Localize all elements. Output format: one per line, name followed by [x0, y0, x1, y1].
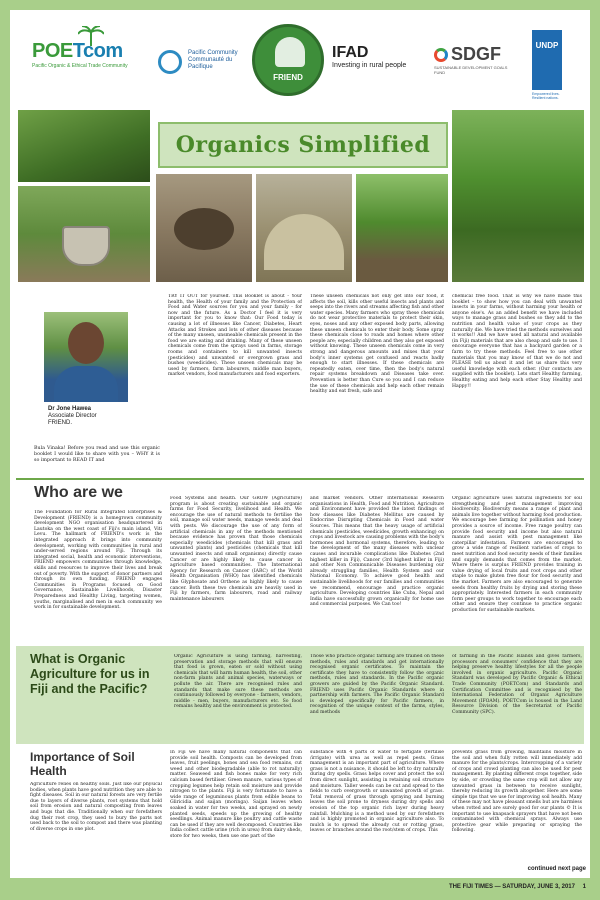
caption-role: Associate Director [48, 413, 97, 419]
ifad-name: IFAD [332, 44, 369, 61]
sdgf-tagline: SUSTAINABLE DEVELOPMENT GOALS FUND [434, 65, 508, 75]
photo-mulch-bucket [18, 186, 150, 282]
organic-col-1 [174, 654, 302, 740]
who-col-3-text: and market vendors. Other International Research organisations in Health, Food and Nutrition, Agriculture and Environment have provided the latest findings of how diseases like Diabetes Mellitus are caused by Endocrine Disrupting Chemicals in Food and water Sources. This means that the heavy usage of artificial chemicals (pesticides, weedicides, growth enhancing) on crops and livestock are causing problems with the body's hormones and hormonal systems, therefore, leading to the development of the many diseases with unclear causes and incurable complications like Diabetes (2nd highest killer in Fiji), Cancer (3rd highest killer in Fiji) and other Non Communicable Diseases burdening our already struggling families, Health System and our National Economy. To achieve good health and sustainable livelihoods for our families and communities we recommend, encourage and practice organic agriculture. Developing countries like Cuba, Nepal and India have successfully grown organically for home use and commercial purposes. We Can too! [310, 496, 444, 608]
pacific-circle-icon [158, 50, 182, 74]
photo-leaves [18, 110, 150, 182]
footer-page-number: 1 [582, 884, 586, 890]
organic-col-2-text: Those who practice organic farming are trained on these methods, rules and standards and get internationally recognised organic certificates. To maintain the certificate they have to consistently follow the organic methods, rules and standards. In the Pacific organic growers are guided by the Pacific Organic Standard. FRIEND uses Pacific Organic Standards where in partnership with farmers. The Pacific Organic Standard is developed specifically for Pacific farmers, in recognition of the unique context of the farms, styles, and methods [310, 654, 444, 715]
soil-col-1 [30, 782, 162, 862]
title-banner [158, 122, 448, 168]
family-icon [275, 37, 305, 67]
poetcom-name-b: Tcom [72, 40, 123, 62]
soil-col-2 [170, 750, 302, 862]
bucket-shape [62, 226, 110, 266]
ifad-tagline: Investing in rural people [332, 62, 407, 69]
friend-logo [252, 24, 324, 96]
compost-pile-shape [264, 214, 344, 270]
sdgf-logo [434, 44, 512, 75]
intro-col-1-text: TRY IT OUT for yourself. This Booklet is about - Your health, the Health of your family and the Protection of Food and Water sources for you and your family - for now and the future. As a Doctor I feel it is very important for you to know that: Our Food today is causing a lot of illnesses like Cancer, Diabetes, Heart Attacks and Strokes and lots of other diseases because of the many unseen, unsmeable chemicals present in the food we are eating and drinking. Many of these unseen chemicals come from the sprays used in farms, storage rooms and containers to kill unwanted insects (pesticides) and unwanted or overgrown grass and bushes (weedicides). These unseen chemicals may be used by farmers, farm labourers, middle man buyers, market vendors, food manufacturers and food exporters. [168, 294, 302, 378]
organic-col-1-text: Organic Agriculture is using farming, harvesting, preservation and storage methods that will ensure that food is grown, eaten or sold without using chemicals that will harm human health, the soil, other non-farm plants and animal species, waterways or pollute the air. There are recognised rules and standards that make sure these methods are continuously followed by everyone - farmers, vendors, middle - men, buyers, manufacturers etc. So food remains healthy and the environment is protected. [174, 654, 302, 710]
soil-heading: Importance of Soil Health [30, 750, 135, 778]
intro-col-1 [168, 294, 302, 470]
intro-col-3-text: chemical free food. That is why we have made this booklet – to show how you can deal with unwanted insects in your farms, without harming your health or anyone else's. As an added benefit we have included ways to manage grass and bushes so they add to the nutrition and health value of your crops as they naturally die. We have tried the methods ourselves and it works!! And we have used all natural and available (in Fiji) materials that are also cheap and safe to use. I encourage everyone that has a backyard garden or a farm to try these methods. Feel free to use other materials that you may know of that we do not and PLEASE tell us about it and let us share this very useful knowledge with each other. (Our contacts are supplied with the booklet). Lets start Healthy farming, Healthy eating and help each other Stay Healthy and Happy!! [452, 294, 582, 389]
who-heading: Who are we [34, 484, 123, 501]
undp-logo [532, 30, 564, 100]
soil-col-1-text: Agriculture relies on healthy soils. Just like our physical bodies, when plants have good nutrition they are able to fight diseases. Soil in our natural forests are very fertile due to layers of diverse plants, root systems that hold soil from erosion and natural composting from leaves and bugs that die. Traditionally when our forefathers dug their root crop, they used to bury the parts not used back to the soil to compost and there was planting of diverse crops in one plot. [30, 782, 162, 832]
organic-col-2 [310, 654, 444, 740]
intro-col-3 [452, 294, 582, 470]
photo-soil-hole [156, 174, 252, 282]
photo-green-plants [452, 110, 584, 282]
soil-col-3 [310, 750, 444, 862]
photo-crop-rows [356, 174, 448, 282]
logo-bar [10, 10, 590, 116]
pacific-community-text: Pacific Community Communauté du Pacifique [188, 50, 238, 70]
poetcom-logo [32, 40, 152, 69]
who-col-4 [452, 496, 582, 640]
portrait-shirt [54, 366, 118, 402]
who-col-4-text: Organic agriculture uses natural ingredients for soil strengthening and pest management improving biodiversity. Biodiversity means a range of plant and animals live together without harming food production. We encourage bee farming for pollination and honey provides a source of income. Free range poultry can provide food security and income but also natural manure and assist with pest management like caterpillar infestation. Farmers are encouraged to grow a wide range of resilient varieties of crops to meet nutrition and food security needs of their families and supply demands that comes from the market. Where there is surplus FRIEND provides training in value drying of local fruits and root crops and other staple to make gluten free flour for food security and the market. Farmers are also encouraged to generate seeds from healthy fruits by drying and storing these appropriately. Interested farmers in each community form peer groups to work together to encourage each other and ensure they continue to practice organic production for sustainable markets. [452, 496, 582, 613]
intro-lead-text: Bula Vinaka! Before you read and use this organic booklet I would like to share with you – WHY it is so important to READ IT and [34, 446, 160, 463]
who-top-rule [16, 478, 584, 480]
friend-label: FRIEND [273, 73, 303, 82]
who-col-2 [170, 496, 302, 640]
caption-name: Dr Jone Hawea [48, 406, 92, 412]
soil-col-2-text: In Fiji we have many natural components that can provide soil health. Composts can be developed from leaves, fruit peelings, bones and sea food remains, cut weed and other biodegradable (able to rot naturally) matter. Seaweed and fish bones make for very rich calcium based fertiliser. Green manure, various types of cropping legumes help retain soil moisture and provide nitrogen to the plants. Fiji is very fortunate to have a wide range of leguminous plants from edible beans to Gliricidia and saijan (moringa). Saijan leaves when soaked in water for two weeks, and sprayed on newly planted seeds, speeds up the growing of healthy seedlings. Animal manure like poultry and cattle waste can be used if they are well decomposed. Countries like India collect cattle urine (rich in urea) from dairy sheds, store for two weeks, then use one part of the [170, 750, 302, 839]
poetcom-name-a: POE [32, 40, 73, 62]
caption-org: FRIEND. [48, 420, 72, 426]
page-inner [10, 10, 590, 878]
soil-col-3-text: substance with 4 parts of water to fertigate (fertilise /irrigate) with urea as well as repel pests. Grass management is an important part of agriculture. Where grass is not a nuisance, it should be left to dry naturally during dry spells. Grass helps cover and protect the soil from direct sunlight, assisting in retaining soil structure and moisture. Taller weeds can be cut and spread to the fields to curb overgrowth or unwanted growth of grass. Total removal of grass through spraying and burning leaves the soil prone to dryness during dry spells and erosion of the top organic rich layer during heavy rainfall. Mulching is a method used by our forefathers and is highly promoted in organic agriculture also. To mulch is to spread the already cut or rotting grass, leaves or branches around the root/stem of crops. This [310, 750, 444, 834]
sdg-wheel-icon [434, 48, 448, 62]
photo-compost-pile [256, 174, 352, 282]
page-title: Organics Simplified [175, 132, 431, 158]
soil-hole-shape [174, 208, 234, 250]
soil-col-4 [452, 750, 582, 862]
organic-col-3 [452, 654, 582, 740]
intro-lead [34, 446, 160, 464]
undp-tagline: Empowered lives. Resilient nations. [532, 92, 560, 100]
continued-note: continued next page [527, 866, 586, 872]
organic-heading: What is Organic Agriculture for us in Fiji and the Pacific? [30, 652, 150, 696]
footer-paper [449, 884, 586, 890]
portrait-head [68, 322, 104, 364]
palm-tree-icon [78, 26, 104, 46]
ifad-logo [332, 44, 422, 69]
organic-col-3-text: of farming in the Pacific Islands and gives farmers, processors and consumers' confidence that they are helping preserve healthy lifestyles for all the people involved in organic agriculture. Pacific Organic Standard was developed by Pacific Organic & Ethical Trade Community (POETCom) and Standards and Certification Committee and is recognised by the International Federation of Organic Agriculture Movement (IFOAM). POETCom is housed in the Land Resource Division of the Secretariat of Pacific Community (SPC). [452, 654, 582, 715]
poetcom-tagline: Pacific Organic & Ethical Trade Community [32, 63, 128, 69]
portrait-caption [48, 406, 97, 427]
who-col-1-text: The Foundation for Rural Integrated Enterprises & Development (FRIEND) is a homegrown community development NGO organisation headquartered in Lautoka on the west coast of Fiji's main island, Viti Levu. The hallmark of FRIEND's work is the integrated approach it brings into community development, working with communities in rural and under-served regions around Fiji. Through its integrated social, health and economic interventions, FRIEND empowers communities through knowledge, skills and resources to improve their lives and break out of poverty. With the support of donor partners and through its own funding, FRIEND engages Communities in Programs focused on Good Governance, Sustainable Livelihoods, Disaster Preparedness and Healthy Living, targeting women, youths, marginalised and men in each community we work in for sustainable development. [34, 510, 162, 611]
who-col-2-text: Food Systems and health. Our GROW (Agriculture) program is about creating sustainable and organic farms for Food Security, livelihood and Health. We encourage the use of natural methods to fertilise the soil, manage soil water needs, manage weeds and deal with pests. We discourage the use of any form of artificial chemicals in any of the methods mentioned because evidence has proven that those chemicals especially weedicides (chemicals that kill grass and unwanted plants) and pesticides (chemicals that kill unwanted insects and small organisms) directly cause Cancer or are highly likely to cause cancer in agriculture based communities. The International Agency for Research on Cancer (IARC) of the World Health Organisation (WHO) has identified chemicals like Glyphosate and Orthene as highly likely to cause cancer. Both these two chemicals are heavily used in Fiji by farmers, farm labourers, road and railway maintenance labourers [170, 496, 302, 602]
intro-col-2-text: These unseen chemicals not only get into our food, it affects the soil, kills other useful insects and plants and seeps into the rivers and streams affecting fish and other water species. Many farmers who spray these chemicals do not wear protective materials to protect their skin, eyes, noses and any other exposed body parts, allowing these unseen chemicals to enter their body. Some spray these chemicals close to roads and homes where other people are; especially children and they also get exposed without knowing. These unseen chemicals come in very strong and dangerous amounts and mixes that your body's inner systems get confused and reacts badly enough to start illnesses. If these chemicals are repeatedly eaten, over time, then the body's natural repair systems breakdown and Diseases take over. Prevention is better than Cure so you and I can reduce the use of these chemicals and help each other remain healthy and eat fresh, safe and [310, 294, 444, 395]
undp-box: UNDP [532, 30, 562, 90]
who-col-1 [34, 510, 162, 640]
who-col-3 [310, 496, 444, 640]
intro-col-2 [310, 294, 444, 470]
photo-dr-jone-hawea [44, 312, 128, 402]
footer-paper-name: THE FIJI TIMES — SATURDAY, JUNE 3, 2017 [448, 884, 575, 890]
soil-col-4-text: prevents grass from growing, maintains moisture in the soil and when fully rotten will immediately add manure for the plants/crops. Intercropping of a variety of crops and crowd planting can also be used for pest management. By planting different crops together, side by side, or crowding the same crop will not allow any unwanted grass in between to receive sunlight, thereby reducing its growth altogether. Here are some simple tips that we use for improving soil health. Many of these may not have pleasant smells but are harmless when rotted and are surely good for our plants © It is important to use knapsack sprayers that have not been contaminated with chemical sprays. Always use protective gear while preparing or spraying the following. [452, 750, 582, 834]
sdgf-name: SDGF [451, 44, 502, 64]
